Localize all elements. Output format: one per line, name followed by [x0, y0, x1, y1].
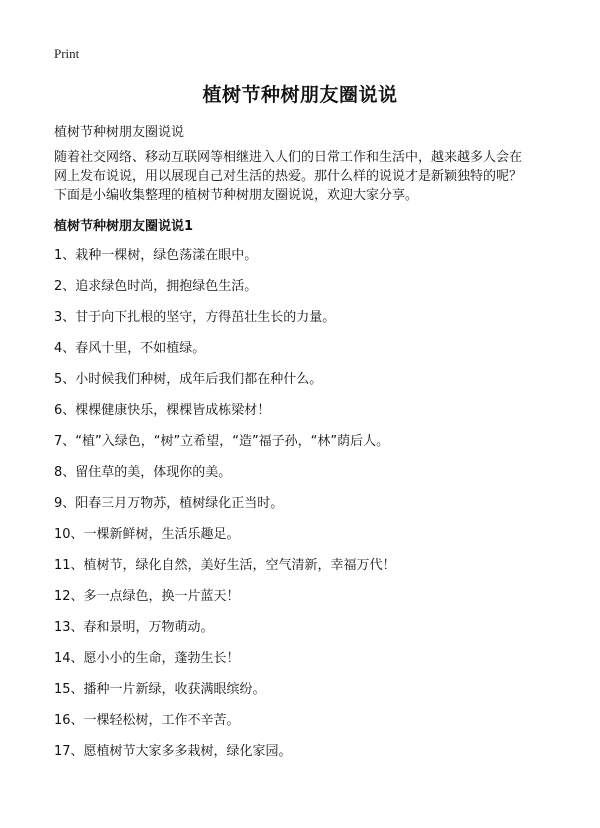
list-item: 12、多一点绿色，换一片蓝天！ — [54, 589, 240, 604]
list-item: 16、一棵轻松树，工作不辛苦。 — [54, 713, 240, 728]
document-title: 植树节种树朋友圈说说 — [202, 84, 398, 106]
list-item: 17、愿植树节大家多多栽树，绿化家园。 — [54, 744, 292, 759]
print-link[interactable]: Print — [54, 46, 80, 61]
intro-line: 随着社交网络、移动互联网等相继进入人们的日常工作和生活中，越来越多人会在 — [54, 150, 523, 165]
list-item: 1、栽种一棵树，绿色荡漾在眼中。 — [54, 248, 258, 263]
list-item: 7、“植”入绿色，“树”立希望，“造”福子孙，“林”荫后人。 — [54, 434, 390, 449]
list-item: 5、小时候我们种树，成年后我们都在种什么。 — [54, 372, 323, 387]
list-item: 3、甘于向下扎根的坚守，方得茁壮生长的力量。 — [54, 310, 336, 325]
list-item: 14、愿小小的生命，蓬勃生长！ — [54, 651, 240, 666]
list-item: 6、棵棵健康快乐，棵棵皆成栋梁材！ — [54, 403, 271, 418]
list-item: 2、追求绿色时尚，拥抱绿色生活。 — [54, 279, 258, 294]
intro-line: 网上发布说说，用以展现自己对生活的热爱。那什么样的说说才是新颖独特的呢？ — [54, 169, 523, 184]
intro-line: 下面是小编收集整理的植树节种树朋友圈说说，欢迎大家分享。 — [54, 188, 419, 203]
document-subtitle: 植树节种树朋友圈说说 — [54, 125, 185, 140]
list-item: 4、春风十里，不如植绿。 — [54, 341, 206, 356]
list-item: 13、春和景明，万物萌动。 — [54, 620, 214, 635]
list-item: 15、播种一片新绿，收获满眼缤纷。 — [54, 682, 266, 697]
list-item: 11、植树节，绿化自然，美好生活，空气清新，幸福万代！ — [54, 558, 396, 573]
quote-list — [54, 248, 554, 775]
section-heading: 植树节种树朋友圈说说1 — [54, 219, 194, 234]
list-item: 10、一棵新鲜树，生活乐趣足。 — [54, 527, 240, 542]
intro-paragraph — [54, 148, 554, 205]
list-item: 9、阳春三月万物苏，植树绿化正当时。 — [54, 496, 284, 511]
list-item: 8、留住草的美，体现你的美。 — [54, 465, 232, 480]
